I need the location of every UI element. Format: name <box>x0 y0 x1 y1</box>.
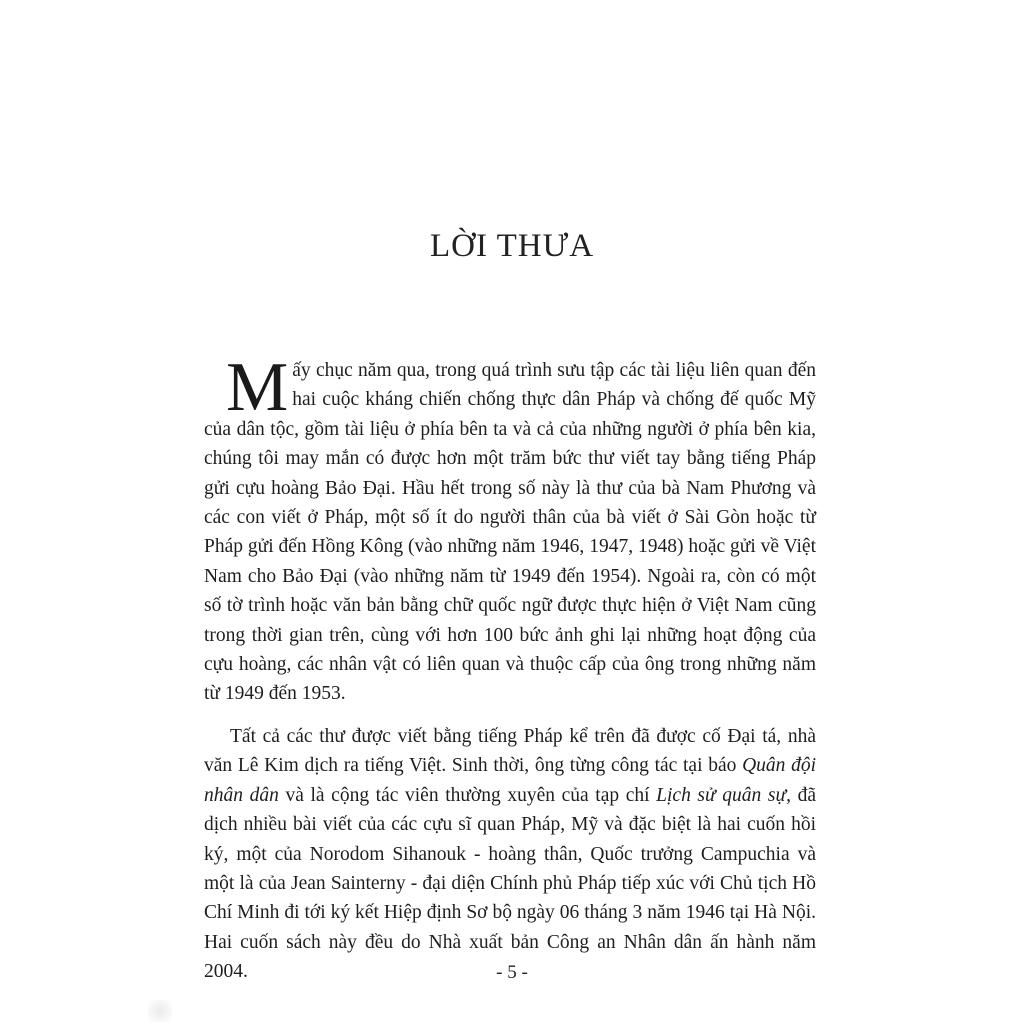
drop-cap-letter: M <box>226 349 289 426</box>
page-number: - 5 - <box>496 962 528 983</box>
journal-name: Lịch sử quân sự <box>656 784 787 806</box>
body-text <box>204 349 817 987</box>
paragraph-2-text-a: Tất cả các thư được viết bằng tiếng Pháp kể trên đã được cố Đại tá, nhà văn Lê Kim dịch ra tiếng Việt. Sinh thời, ông từng công tác tại báo <box>204 725 816 777</box>
paragraph-2-text-c: , đã dịch nhiều bài viết của các cựu sĩ quan Pháp, Mỹ và đặc biệt là hai cuốn hồi ký, một của Norodom Sihanouk - hoàng thân, Quốc trưởng Campuchia và một là của Jean Sainterny - đại diện Chính phủ Pháp tiếp xúc với Chủ tịch Hồ Chí Minh đi tới ký kết Hiệp định Sơ bộ ngày 06 tháng 3 năm 1946 tại Hà Nội. Hai cuốn sách này đều do Nhà xuất bản Công an Nhân dân ấn hành năm 2004. <box>204 784 816 983</box>
scan-smudge <box>148 1000 172 1022</box>
paragraph-2 <box>204 722 816 987</box>
page-title: LỜI THƯA <box>429 228 595 264</box>
paragraph-1 <box>204 349 816 709</box>
newspaper-name: Quân đội nhân dân <box>204 755 817 806</box>
paragraph-1-text: ấy chục năm qua, trong quá trình sưu tập các tài liệu liên quan đến hai cuộc kháng chiến chống thực dân Pháp và chống đế quốc Mỹ của dân tộc, gồm tài liệu ở phía bên ta và cả của những người ở phía bên kia, chúng tôi may mắn có được hơn một trăm bức thư viết tay bằng tiếng Pháp gửi cựu hoàng Bảo Đại. Hầu hết trong số này là thư của bà Nam Phương và các con viết ở Pháp, một số ít do người thân của bà viết ở Sài Gòn hoặc từ Pháp gửi đến Hồng Kông (vào những năm 1946, 1947, 1948) hoặc gửi về Việt Nam cho Bảo Đại (vào những năm từ 1949 đến 1954). Ngoài ra, còn có một số tờ trình hoặc văn bản bằng chữ quốc ngữ được thực hiện ở Việt Nam cũng trong thời gian trên, cùng với hơn 100 bức ảnh ghi lại những hoạt động của cựu hoàng, các nhân vật có liên quan và thuộc cấp của ông trong những năm từ 1949 đến 1953. <box>204 360 816 705</box>
paragraph-2-text-b: và là cộng tác viên thường xuyên của tạp chí <box>278 784 657 806</box>
